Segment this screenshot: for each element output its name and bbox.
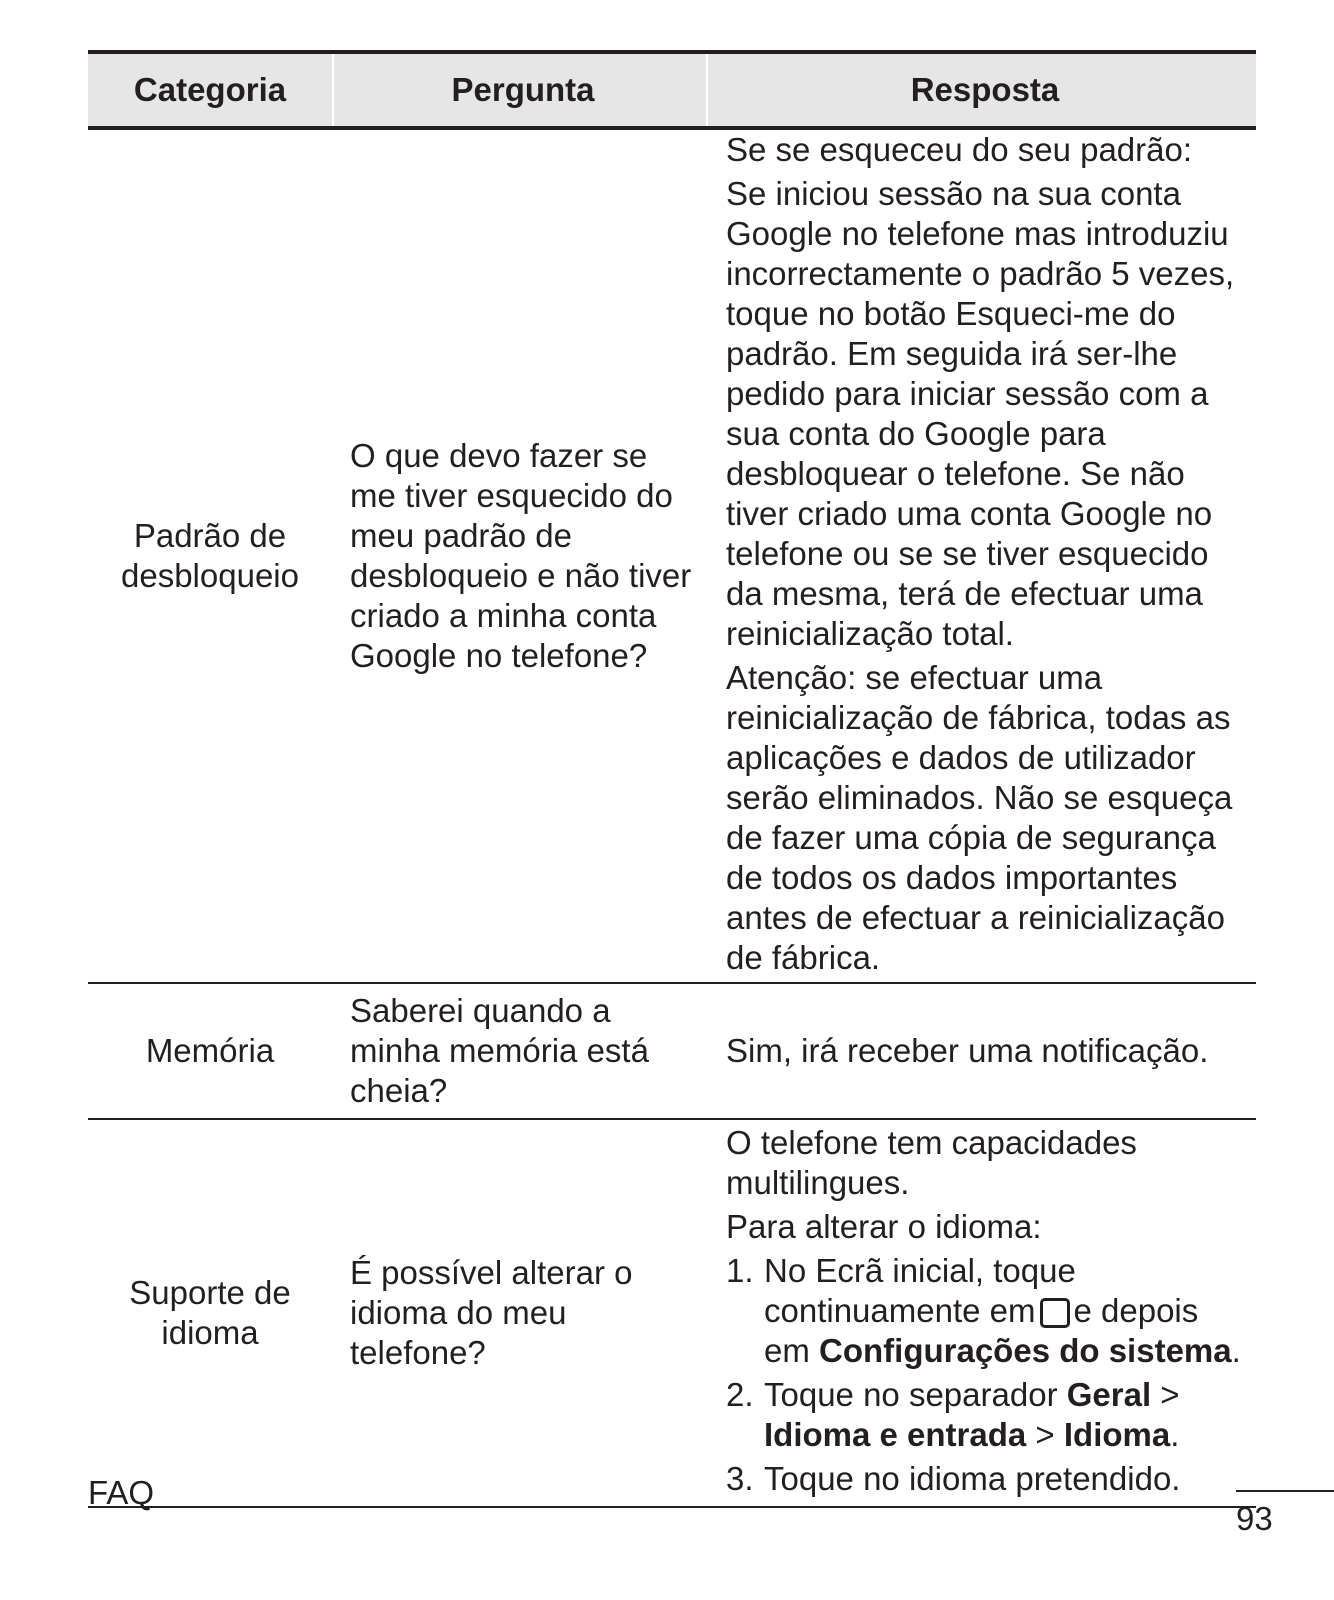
- step-text-part: No Ecrã inicial, toque continuamente em: [764, 1252, 1076, 1329]
- answer-cell: [707, 128, 1256, 983]
- step-text: [764, 1251, 1244, 1371]
- step-number: 1.: [726, 1252, 754, 1289]
- table-header-row: [88, 52, 1256, 128]
- step-text-part: .: [1170, 1416, 1180, 1453]
- table-row: [88, 983, 1256, 1119]
- step-item: [726, 1459, 1244, 1499]
- category-text: Padrão de desbloqueio: [121, 517, 299, 594]
- step-bold-term: Idioma e entrada: [764, 1416, 1027, 1453]
- step-text-part: .: [1231, 1332, 1241, 1369]
- category-cell: [88, 128, 333, 983]
- footer-section-label: FAQ: [88, 1474, 155, 1511]
- header-question: Pergunta: [333, 52, 707, 128]
- menu-key-icon: [1040, 1298, 1070, 1328]
- question-cell: Saberei quando a minha memória está cheia?: [333, 983, 707, 1119]
- step-text-part: Toque no separador: [764, 1376, 1058, 1413]
- faq-table: [88, 50, 1256, 1508]
- step-bold-term: Configurações do sistema: [819, 1332, 1232, 1369]
- answer-paragraph: Se se esqueceu do seu padrão:: [726, 131, 1193, 168]
- page-number: 93: [1236, 1500, 1273, 1537]
- step-item: [726, 1251, 1244, 1371]
- step-text: [764, 1375, 1244, 1455]
- step-text-part: e depois em: [764, 1292, 1199, 1369]
- step-text: Toque no idioma pretendido.: [764, 1460, 1181, 1497]
- step-separator: >: [1160, 1376, 1180, 1413]
- footer-divider: [1236, 1490, 1334, 1492]
- category-cell: [88, 1119, 333, 1507]
- step-item: [726, 1375, 1244, 1455]
- category-cell: [88, 983, 333, 1119]
- step-number: 3.: [726, 1460, 754, 1497]
- answer-paragraph: O telefone tem capacidades multilingues.: [726, 1124, 1137, 1201]
- answer-cell: [707, 1119, 1256, 1507]
- step-separator: >: [1035, 1416, 1055, 1453]
- answer-paragraph: Atenção: se efectuar uma reinicialização de fábrica, todas as aplicações e dados de utilizador serão eliminados. Não se esqueça de fazer uma cópia de segurança de todos os dados importantes antes de efectuar a reinicialização de fábrica.: [726, 659, 1233, 976]
- answer-paragraph: Se iniciou sessão na sua conta Google no telefone mas introduziu incorrectamente o padrão 5 vezes, toque no botão Esqueci-me do padrão. Em seguida irá ser-lhe pedido para iniciar sessão com a sua conta do Google para desbloquear o telefone. Se não tiver criado uma conta Google no telefone ou se se tiver esquecido da mesma, terá de efectuar uma reinicialização total.: [726, 175, 1235, 652]
- table-row: [88, 128, 1256, 983]
- category-text: Memória: [145, 1032, 275, 1069]
- question-cell: É possível alterar o idioma do meu telefone?: [333, 1119, 707, 1507]
- answer-cell: Sim, irá receber uma notificação.: [707, 983, 1256, 1119]
- step-bold-term: Idioma: [1063, 1416, 1171, 1453]
- category-text: Suporte de idioma: [129, 1274, 291, 1351]
- step-bold-term: Geral: [1066, 1376, 1152, 1413]
- header-answer: Resposta: [707, 52, 1256, 128]
- question-cell: O que devo fazer se me tiver esquecido do meu padrão de desbloqueio e não tiver criado a minha conta Google no telefone?: [333, 128, 707, 983]
- step-number: 2.: [726, 1376, 754, 1413]
- header-category: Categoria: [88, 52, 333, 128]
- answer-paragraph: Para alterar o idioma:: [726, 1208, 1042, 1245]
- table-row: [88, 1119, 1256, 1507]
